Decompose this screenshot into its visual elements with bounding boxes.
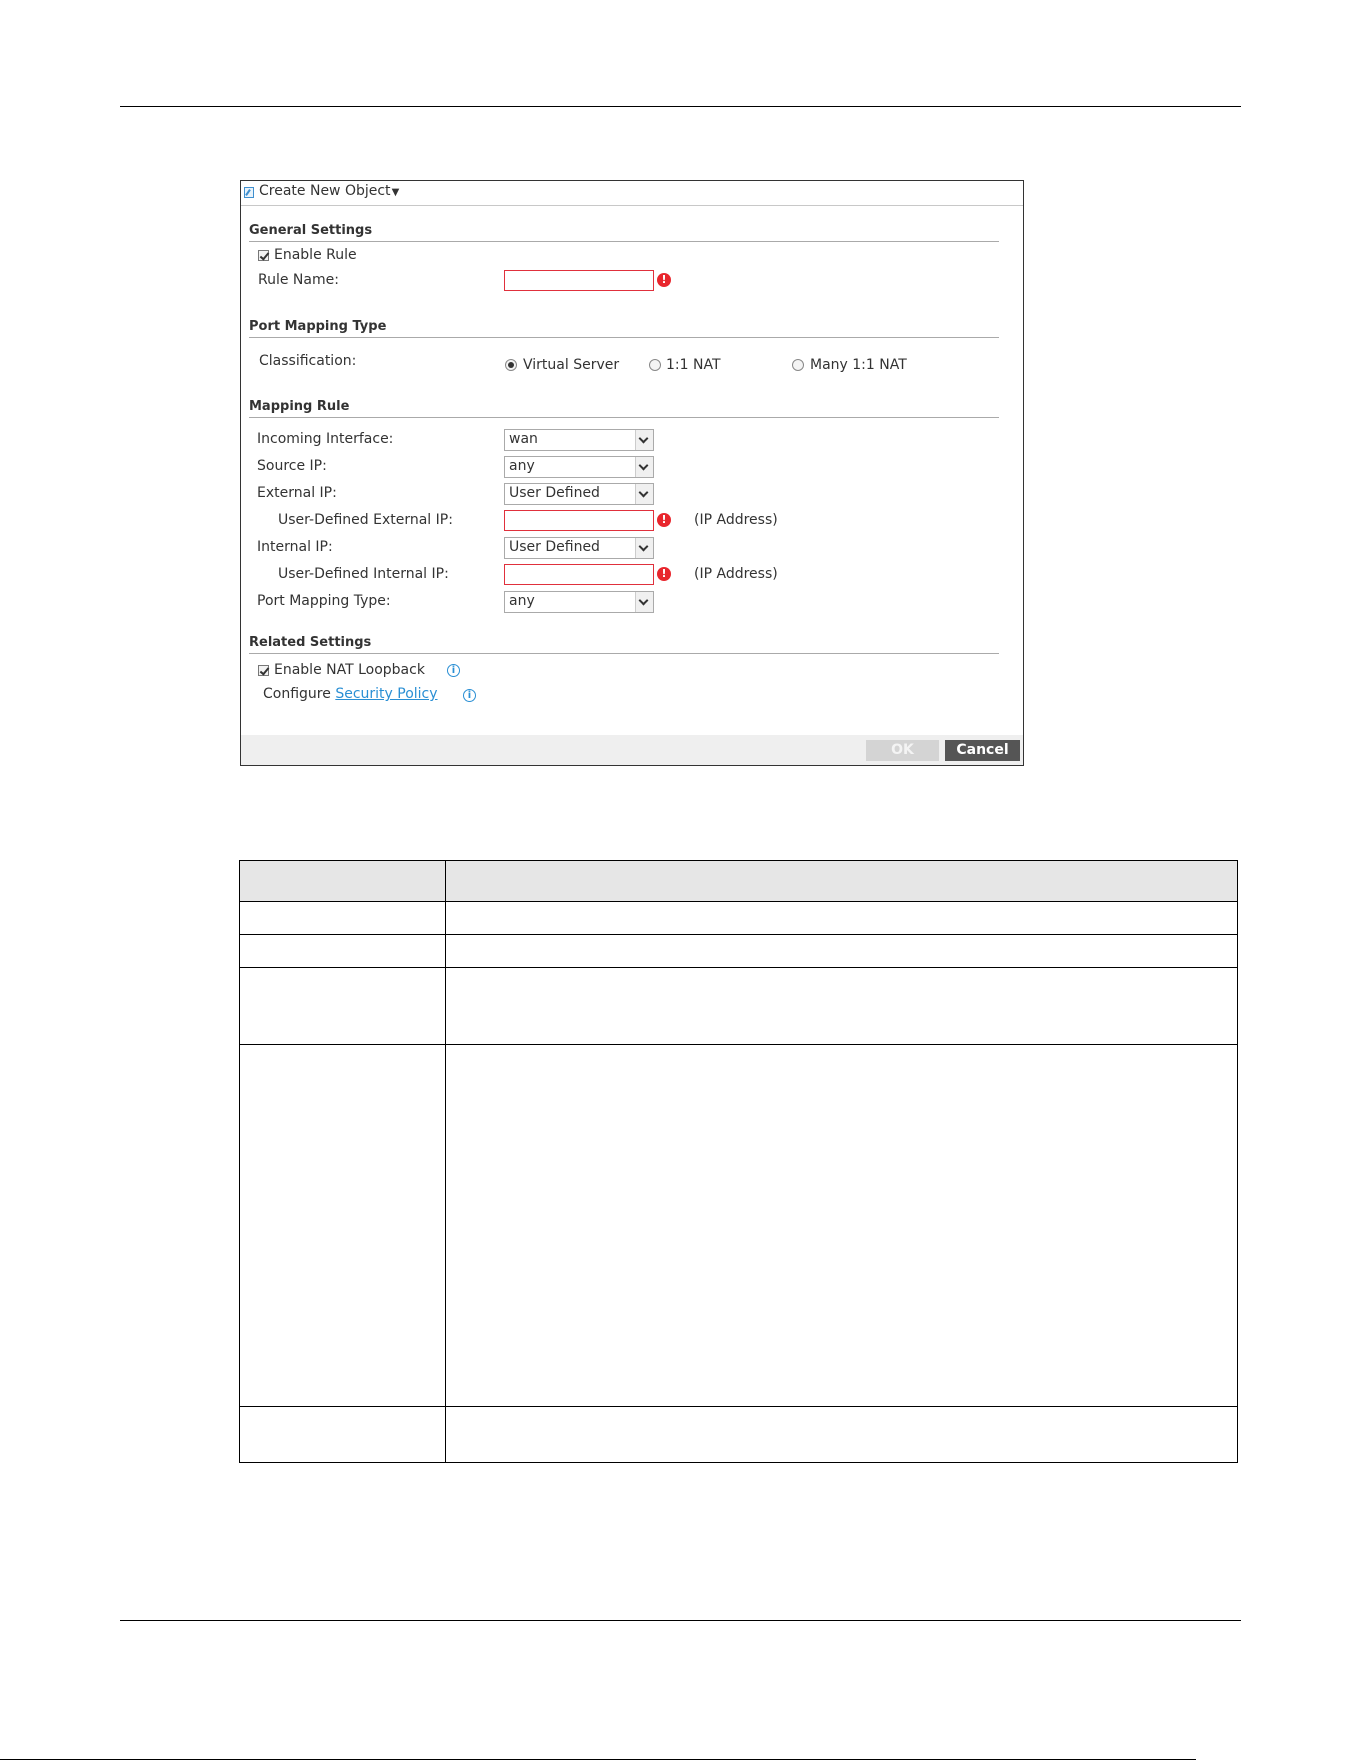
user-defined-external-ip-input[interactable]: [504, 510, 654, 531]
table-row-divider: [240, 1044, 1237, 1045]
info-icon[interactable]: i: [447, 664, 460, 677]
related-settings-title: Related Settings: [249, 635, 372, 650]
table-row-divider: [240, 967, 1237, 968]
chevron-down-icon: [635, 457, 653, 477]
configure-line: [263, 686, 438, 702]
virtual-server-label: Virtual Server: [523, 357, 620, 373]
table-column-divider: [445, 861, 446, 1462]
table-row-divider: [240, 1406, 1237, 1407]
source-ip-value: any: [509, 458, 535, 474]
page-footer-rule: [120, 1620, 1241, 1621]
required-warning-icon: !: [657, 273, 671, 287]
incoming-interface-value: wan: [509, 431, 538, 447]
field-description-table: [239, 860, 1238, 1463]
edit-nat-dialog: [240, 180, 1024, 766]
port-mapping-type-title: Port Mapping Type: [249, 319, 387, 334]
table-row-divider: [240, 901, 1237, 902]
enable-rule-checkbox[interactable]: [258, 250, 269, 261]
required-warning-icon: !: [657, 513, 671, 527]
general-settings-title: General Settings: [249, 223, 373, 238]
enable-nat-loopback-checkbox[interactable]: [258, 665, 269, 676]
many-one-to-one-nat-radio[interactable]: [792, 359, 804, 371]
ok-button[interactable]: OK: [866, 740, 939, 761]
incoming-interface-select[interactable]: [504, 429, 654, 451]
rule-name-input[interactable]: [504, 270, 654, 291]
user-defined-internal-ip-label: User-Defined Internal IP:: [278, 566, 449, 582]
user-defined-external-ip-label: User-Defined External IP:: [278, 512, 453, 528]
source-ip-label: Source IP:: [257, 458, 327, 474]
external-ip-unit-label: (IP Address): [694, 512, 778, 528]
incoming-interface-label: Incoming Interface:: [257, 431, 394, 447]
external-ip-select[interactable]: [504, 483, 654, 505]
create-object-icon[interactable]: [244, 187, 254, 198]
section-divider: [249, 417, 999, 418]
page-edge-rule: [0, 1759, 1196, 1760]
section-divider: [249, 653, 999, 654]
internal-ip-select[interactable]: [504, 537, 654, 559]
section-divider: [249, 241, 999, 242]
rule-name-label: Rule Name:: [258, 272, 339, 288]
page-header-rule: [120, 106, 1241, 107]
table-header: [240, 861, 1237, 901]
source-ip-select[interactable]: [504, 456, 654, 478]
configure-label: Configure: [263, 686, 331, 702]
cancel-button[interactable]: Cancel: [945, 740, 1020, 761]
external-ip-label: External IP:: [257, 485, 337, 501]
dialog-toolbar: [241, 181, 1023, 206]
enable-nat-loopback-label: Enable NAT Loopback: [274, 662, 425, 678]
user-defined-internal-ip-input[interactable]: [504, 564, 654, 585]
create-new-object-label: Create New Object: [259, 183, 391, 199]
internal-ip-value: User Defined: [509, 539, 600, 555]
port-mapping-type-label: Port Mapping Type:: [257, 593, 391, 609]
one-to-one-nat-label: 1:1 NAT: [666, 357, 721, 373]
table-row-divider: [240, 934, 1237, 935]
port-mapping-type-value: any: [509, 593, 535, 609]
chevron-down-icon: [635, 592, 653, 612]
classification-label: Classification:: [259, 353, 357, 369]
chevron-down-icon: [635, 484, 653, 504]
internal-ip-unit-label: (IP Address): [694, 566, 778, 582]
security-policy-link[interactable]: Security Policy: [335, 686, 438, 702]
one-to-one-nat-radio[interactable]: [649, 359, 661, 371]
virtual-server-radio[interactable]: [505, 359, 517, 371]
port-mapping-type-select[interactable]: [504, 591, 654, 613]
chevron-down-icon: [635, 538, 653, 558]
many-one-to-one-nat-label: Many 1:1 NAT: [810, 357, 907, 373]
create-new-object-menu[interactable]: [259, 183, 399, 199]
internal-ip-label: Internal IP:: [257, 539, 333, 555]
mapping-rule-title: Mapping Rule: [249, 399, 350, 414]
section-divider: [249, 337, 999, 338]
dropdown-caret-icon: ▼: [391, 187, 400, 198]
dialog-footer: [241, 735, 1023, 765]
required-warning-icon: !: [657, 567, 671, 581]
info-icon[interactable]: i: [463, 689, 476, 702]
chevron-down-icon: [635, 430, 653, 450]
external-ip-value: User Defined: [509, 485, 600, 501]
enable-rule-label: Enable Rule: [274, 247, 357, 263]
